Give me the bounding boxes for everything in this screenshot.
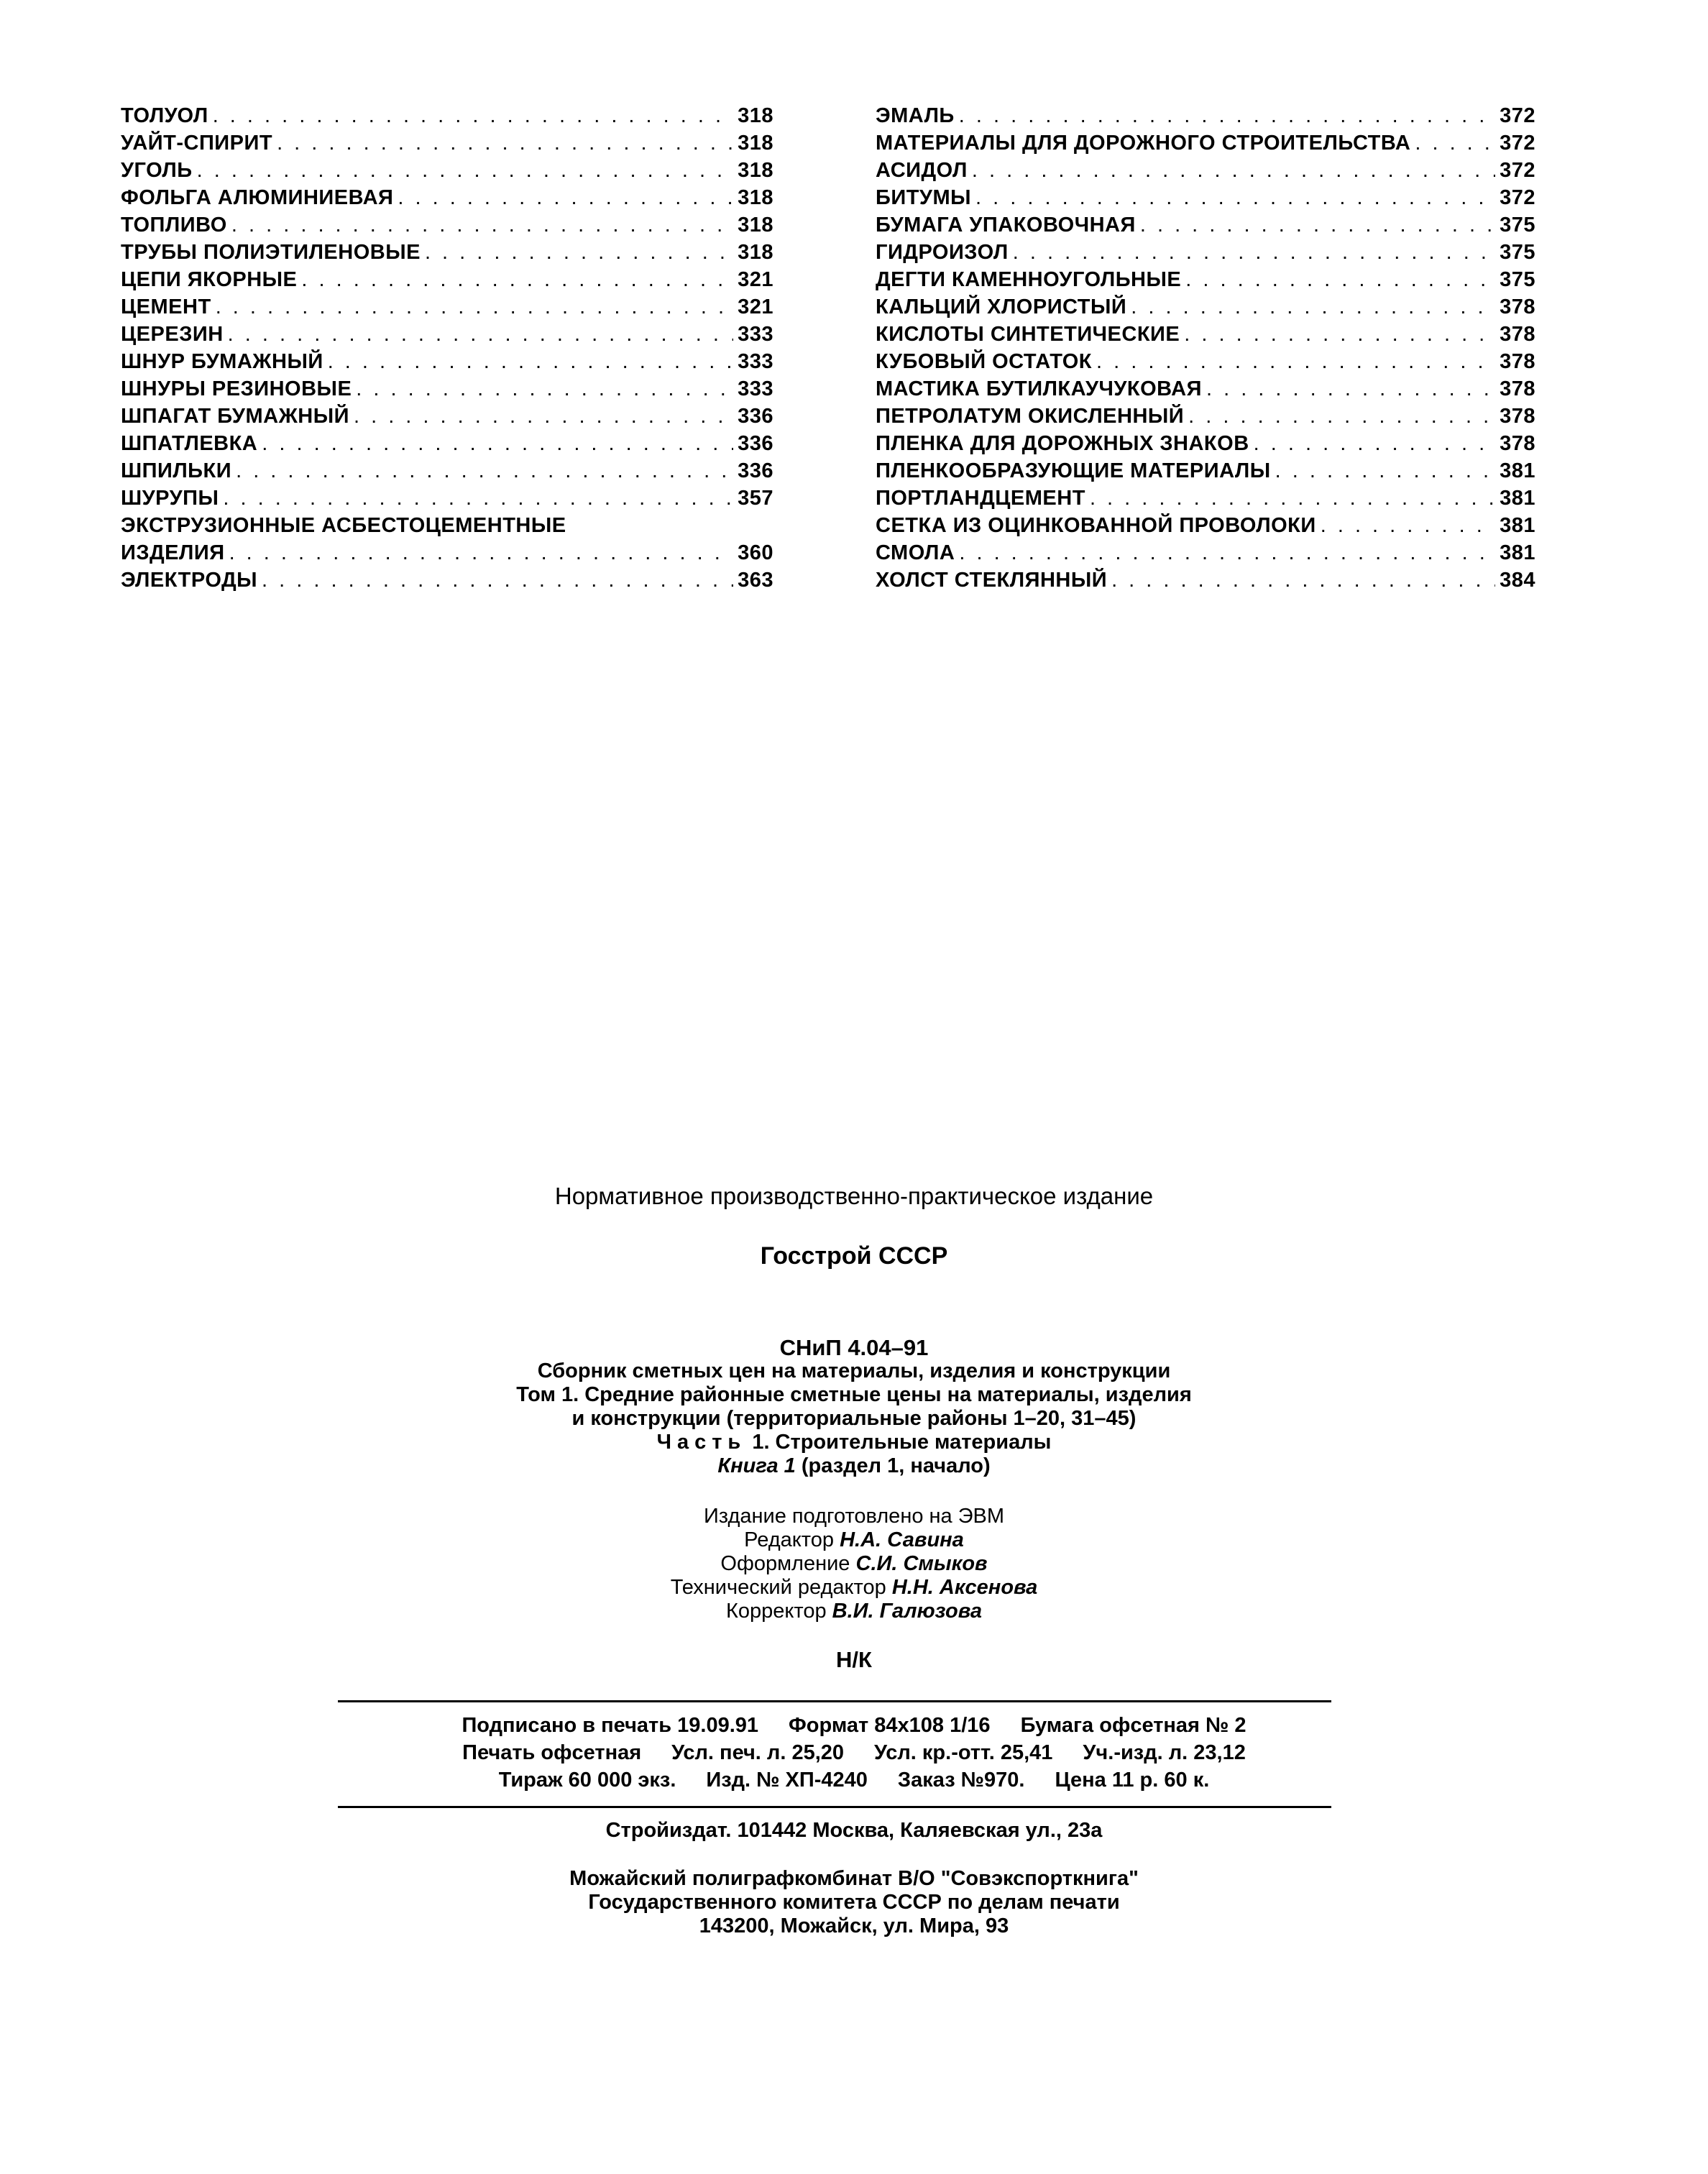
dot-leader xyxy=(1013,241,1495,265)
index-entry xyxy=(876,432,1535,459)
book-line xyxy=(0,1454,1708,1478)
index-entry-name: АСИДОЛ xyxy=(876,159,968,182)
index-entry-name: ЭКСТРУЗИОННЫЕ АСБЕСТОЦЕМЕНТНЫЕ xyxy=(121,514,566,537)
dot-leader xyxy=(1254,432,1495,456)
index-entry xyxy=(121,104,773,132)
dot-leader xyxy=(231,214,733,237)
index-column-right xyxy=(876,104,1535,596)
dot-leader xyxy=(229,541,734,565)
credit-person: В.И. Галюзова xyxy=(832,1600,983,1623)
index-entry-name: УГОЛЬ xyxy=(121,159,193,182)
spec-usl-pech: Усл. печ. л. 25,20 xyxy=(671,1741,845,1764)
dot-leader xyxy=(398,186,733,210)
document-code: СНиП 4.04–91 xyxy=(779,1335,929,1360)
index-entry-name: ТОЛУОЛ xyxy=(121,104,208,127)
index-entry-name: ФОЛЬГА АЛЮМИНИЕВАЯ xyxy=(121,186,394,209)
dot-leader xyxy=(1321,514,1495,538)
credit-role: Корректор xyxy=(725,1600,827,1623)
dot-leader xyxy=(197,159,733,183)
credit-design xyxy=(0,1552,1708,1576)
index-entry-name: ПОРТЛАНДЦЕМЕНТ xyxy=(876,487,1085,510)
index-entry xyxy=(876,241,1535,268)
dot-leader xyxy=(301,268,733,292)
index-entry xyxy=(121,459,773,487)
printer xyxy=(0,1867,1708,1938)
index-entry-page: 333 xyxy=(738,350,773,373)
dot-leader xyxy=(1131,295,1495,319)
index-entry-page: 378 xyxy=(1500,432,1535,455)
prepared-note: Издание подготовлено на ЭВМ xyxy=(703,1505,1005,1528)
index-entry xyxy=(876,541,1535,569)
index-entry-page: 381 xyxy=(1500,459,1535,482)
index-entry xyxy=(121,377,773,405)
index-entry-name: ЦЕРЕЗИН xyxy=(121,323,224,346)
index-entry-name: ДЕГТИ КАМЕННОУГОЛЬНЫЕ xyxy=(876,268,1182,291)
credit-corrector xyxy=(0,1600,1708,1623)
credits xyxy=(0,1505,1708,1623)
index-entry-page: 318 xyxy=(738,241,773,264)
index-entry-page: 375 xyxy=(1500,241,1535,264)
index-entry xyxy=(121,514,773,541)
divider-bottom xyxy=(338,1806,1331,1808)
index-entry xyxy=(876,214,1535,241)
part-line xyxy=(0,1431,1708,1454)
publication-kind-text: Нормативное производственно-практическое издание xyxy=(554,1183,1154,1209)
printer-line-2: Государственного комитета СССР по делам печати xyxy=(588,1891,1120,1914)
dot-leader xyxy=(1090,487,1495,510)
dot-leader xyxy=(262,569,733,592)
index-entry-name: ХОЛСТ СТЕКЛЯННЫЙ xyxy=(876,569,1108,592)
index-entry-page: 375 xyxy=(1500,214,1535,237)
credit-role: Редактор xyxy=(744,1528,835,1551)
index-entry-name: УАЙТ-СПИРИТ xyxy=(121,132,273,155)
index-entry-page: 378 xyxy=(1500,350,1535,373)
dot-leader xyxy=(1184,323,1495,347)
index-entry xyxy=(121,214,773,241)
index-entry xyxy=(876,295,1535,323)
dot-leader xyxy=(1111,569,1495,592)
index-entry-name: БИТУМЫ xyxy=(876,186,971,209)
index-entry xyxy=(876,487,1535,514)
index-entry xyxy=(876,268,1535,295)
index-entry xyxy=(876,350,1535,377)
index-entry xyxy=(121,241,773,268)
index-entry-name: ЦЕМЕНТ xyxy=(121,295,211,318)
title-block xyxy=(0,1336,1708,1478)
credit-person: С.И. Смыков xyxy=(855,1552,988,1575)
index-entry-name: СМОЛА xyxy=(876,541,955,564)
authority-text: Госстрой СССР xyxy=(760,1242,948,1270)
index-entry-page: 318 xyxy=(738,159,773,182)
spec-izd: Изд. № ХП-4240 xyxy=(706,1769,868,1792)
divider-top xyxy=(338,1700,1331,1702)
dot-leader xyxy=(1188,405,1495,428)
nk-mark xyxy=(0,1647,1708,1673)
credit-role: Технический редактор xyxy=(670,1576,886,1599)
index-entry xyxy=(121,323,773,350)
index-entry xyxy=(121,295,773,323)
index-entry-name: ПЛЕНКА ДЛЯ ДОРОЖНЫХ ЗНАКОВ xyxy=(876,432,1249,455)
index-entry-name: КИСЛОТЫ СИНТЕТИЧЕСКИЕ xyxy=(876,323,1180,346)
index-entry xyxy=(121,268,773,295)
index-entry-page: 318 xyxy=(738,132,773,155)
index-entry xyxy=(121,432,773,459)
index-entry-name: ШУРУПЫ xyxy=(121,487,219,510)
index-entry-page: 378 xyxy=(1500,377,1535,400)
dot-leader xyxy=(975,186,1495,210)
printer-line-1: Можайский полиграфкомбинат В/О "Совэкспорткнига" xyxy=(569,1867,1139,1890)
spec-print: Печать офсетная xyxy=(462,1741,642,1764)
spec-price: Цена 11 р. 60 к. xyxy=(1055,1769,1210,1792)
dot-leader xyxy=(1140,214,1495,237)
index-entry-page: 372 xyxy=(1500,159,1535,182)
dot-leader xyxy=(236,459,733,483)
dot-leader xyxy=(1185,268,1495,292)
index-entry xyxy=(876,459,1535,487)
index-entry-page: 333 xyxy=(738,377,773,400)
index-entry-page: 318 xyxy=(738,186,773,209)
print-specs xyxy=(0,1712,1708,1794)
nk-text: Н/К xyxy=(836,1647,872,1672)
index-entry xyxy=(121,350,773,377)
index-entry-page: 381 xyxy=(1500,487,1535,510)
index-entry xyxy=(876,159,1535,186)
dot-leader xyxy=(356,377,733,401)
dot-leader xyxy=(354,405,733,428)
credit-role: Оформление xyxy=(720,1552,850,1575)
index-entry xyxy=(876,132,1535,159)
dot-leader xyxy=(223,487,733,510)
dot-leader xyxy=(959,104,1495,128)
spec-zakaz: Заказ №970. xyxy=(897,1769,1025,1792)
index-column-left xyxy=(121,104,773,596)
index-entry-page: 372 xyxy=(1500,104,1535,127)
dot-leader xyxy=(1415,132,1495,155)
index-entry-name: МАТЕРИАЛЫ ДЛЯ ДОРОЖНОГО СТРОИТЕЛЬСТВА xyxy=(876,132,1411,155)
index-entry-name: ИЗДЕЛИЯ xyxy=(121,541,225,564)
index-entry xyxy=(121,405,773,432)
part-text: 1. Строительные материалы xyxy=(752,1431,1052,1454)
credit-editor xyxy=(0,1528,1708,1552)
index-entry-name: ТОПЛИВО xyxy=(121,214,227,237)
printer-line-3: 143200, Можайск, ул. Мира, 93 xyxy=(699,1914,1009,1937)
volume-line-2: и конструкции (территориальные районы 1–20, 31–45) xyxy=(571,1407,1137,1430)
index-entry-page: 336 xyxy=(738,459,773,482)
index-entry-name: ЭЛЕКТРОДЫ xyxy=(121,569,258,592)
index-entry-page: 336 xyxy=(738,432,773,455)
dot-leader xyxy=(972,159,1495,183)
book-text: (раздел 1, начало) xyxy=(801,1454,991,1477)
index-entry-name: ЦЕПИ ЯКОРНЫЕ xyxy=(121,268,298,291)
index-entry-page: 318 xyxy=(738,214,773,237)
index-entry-page: 333 xyxy=(738,323,773,346)
index-entry-name: ПЕТРОЛАТУМ ОКИСЛЕННЫЙ xyxy=(876,405,1185,428)
index-entry xyxy=(121,487,773,514)
dot-leader xyxy=(1206,377,1495,401)
index-entry-name: КУБОВЫЙ ОСТАТОК xyxy=(876,350,1093,373)
index-entry-name: ПЛЕНКООБРАЗУЮЩИЕ МАТЕРИАЛЫ xyxy=(876,459,1271,482)
spec-tirazh: Тираж 60 000 экз. xyxy=(498,1769,676,1792)
index-entry-name: ГИДРОИЗОЛ xyxy=(876,241,1009,264)
publisher-address: Стройиздат. 101442 Москва, Каляевская ул., 23а xyxy=(605,1819,1103,1842)
spec-line-2 xyxy=(0,1739,1708,1766)
index-entry-page: 321 xyxy=(738,295,773,318)
index-entry xyxy=(876,405,1535,432)
dot-leader xyxy=(228,323,733,347)
spec-uch-izd: Уч.-изд. л. 23,12 xyxy=(1083,1741,1246,1764)
index-entry-page: 375 xyxy=(1500,268,1535,291)
index-entry-name: ШПИЛЬКИ xyxy=(121,459,232,482)
part-label: Часть xyxy=(656,1431,747,1454)
index-entry-page: 363 xyxy=(738,569,773,592)
dot-leader xyxy=(216,295,733,319)
index-entry xyxy=(876,514,1535,541)
index-entry-name: ШНУР БУМАЖНЫЙ xyxy=(121,350,323,373)
dot-leader xyxy=(213,104,733,128)
index-entry-name: СЕТКА ИЗ ОЦИНКОВАННОЙ ПРОВОЛОКИ xyxy=(876,514,1316,537)
index-entry-name: МАСТИКА БУТИЛКАУЧУКОВАЯ xyxy=(876,377,1202,400)
index-entry-page: 318 xyxy=(738,104,773,127)
spec-signed: Подписано в печать 19.09.91 xyxy=(462,1714,759,1737)
index-entry-page: 384 xyxy=(1500,569,1535,592)
index-entry xyxy=(121,132,773,159)
spec-format: Формат 84х108 1/16 xyxy=(789,1714,991,1737)
spec-paper: Бумага офсетная № 2 xyxy=(1020,1714,1246,1737)
index-entry xyxy=(121,186,773,214)
index-entry-page: 381 xyxy=(1500,514,1535,537)
collection-title: Сборник сметных цен на материалы, изделия и конструкции xyxy=(537,1359,1171,1382)
index-entry-page: 372 xyxy=(1500,132,1535,155)
index-entry-page: 357 xyxy=(738,487,773,510)
index-entry xyxy=(121,569,773,596)
publisher xyxy=(0,1819,1708,1843)
index-entry xyxy=(876,569,1535,596)
index-entry-name: ЭМАЛЬ xyxy=(876,104,955,127)
index-entry-name: ШПАТЛЕВКА xyxy=(121,432,258,455)
dot-leader xyxy=(277,132,733,155)
index-entry-name: ШНУРЫ РЕЗИНОВЫЕ xyxy=(121,377,352,400)
index-entry-name: ШПАГАТ БУМАЖНЫЙ xyxy=(121,405,349,428)
index-entry xyxy=(121,159,773,186)
credit-tech-editor xyxy=(0,1576,1708,1600)
index-entry xyxy=(876,104,1535,132)
book-label: Книга 1 xyxy=(717,1454,796,1477)
dot-leader xyxy=(1096,350,1495,374)
index-entry-name: КАЛЬЦИЙ ХЛОРИСТЫЙ xyxy=(876,295,1127,318)
index-entry xyxy=(876,377,1535,405)
index-entry-name: ТРУБЫ ПОЛИЭТИЛЕНОВЫЕ xyxy=(121,241,421,264)
authority xyxy=(0,1242,1708,1270)
spec-usl-kr: Усл. кр.-отт. 25,41 xyxy=(874,1741,1053,1764)
index-entry xyxy=(876,323,1535,350)
dot-leader xyxy=(328,350,733,374)
dot-leader xyxy=(262,432,733,456)
index-entry xyxy=(121,541,773,569)
index-entry-page: 378 xyxy=(1500,405,1535,428)
index-entry-name: БУМАГА УПАКОВОЧНАЯ xyxy=(876,214,1136,237)
index-entry-page: 360 xyxy=(738,541,773,564)
volume-line-1: Том 1. Средние районные сметные цены на материалы, изделия xyxy=(516,1383,1192,1406)
spec-line-1 xyxy=(0,1712,1708,1739)
index-entry-page: 372 xyxy=(1500,186,1535,209)
dot-leader xyxy=(1275,459,1495,483)
publication-kind xyxy=(0,1183,1708,1210)
index-entry-page: 336 xyxy=(738,405,773,428)
index-entry xyxy=(876,186,1535,214)
index-entry-page: 378 xyxy=(1500,323,1535,346)
index-entry-page: 321 xyxy=(738,268,773,291)
spec-line-3 xyxy=(0,1766,1708,1794)
index-entry-page: 378 xyxy=(1500,295,1535,318)
dot-leader xyxy=(425,241,733,265)
dot-leader xyxy=(959,541,1495,565)
credit-person: Н.Н. Аксенова xyxy=(891,1576,1038,1599)
index-entry-page: 381 xyxy=(1500,541,1535,564)
credit-person: Н.А. Савина xyxy=(840,1528,964,1551)
